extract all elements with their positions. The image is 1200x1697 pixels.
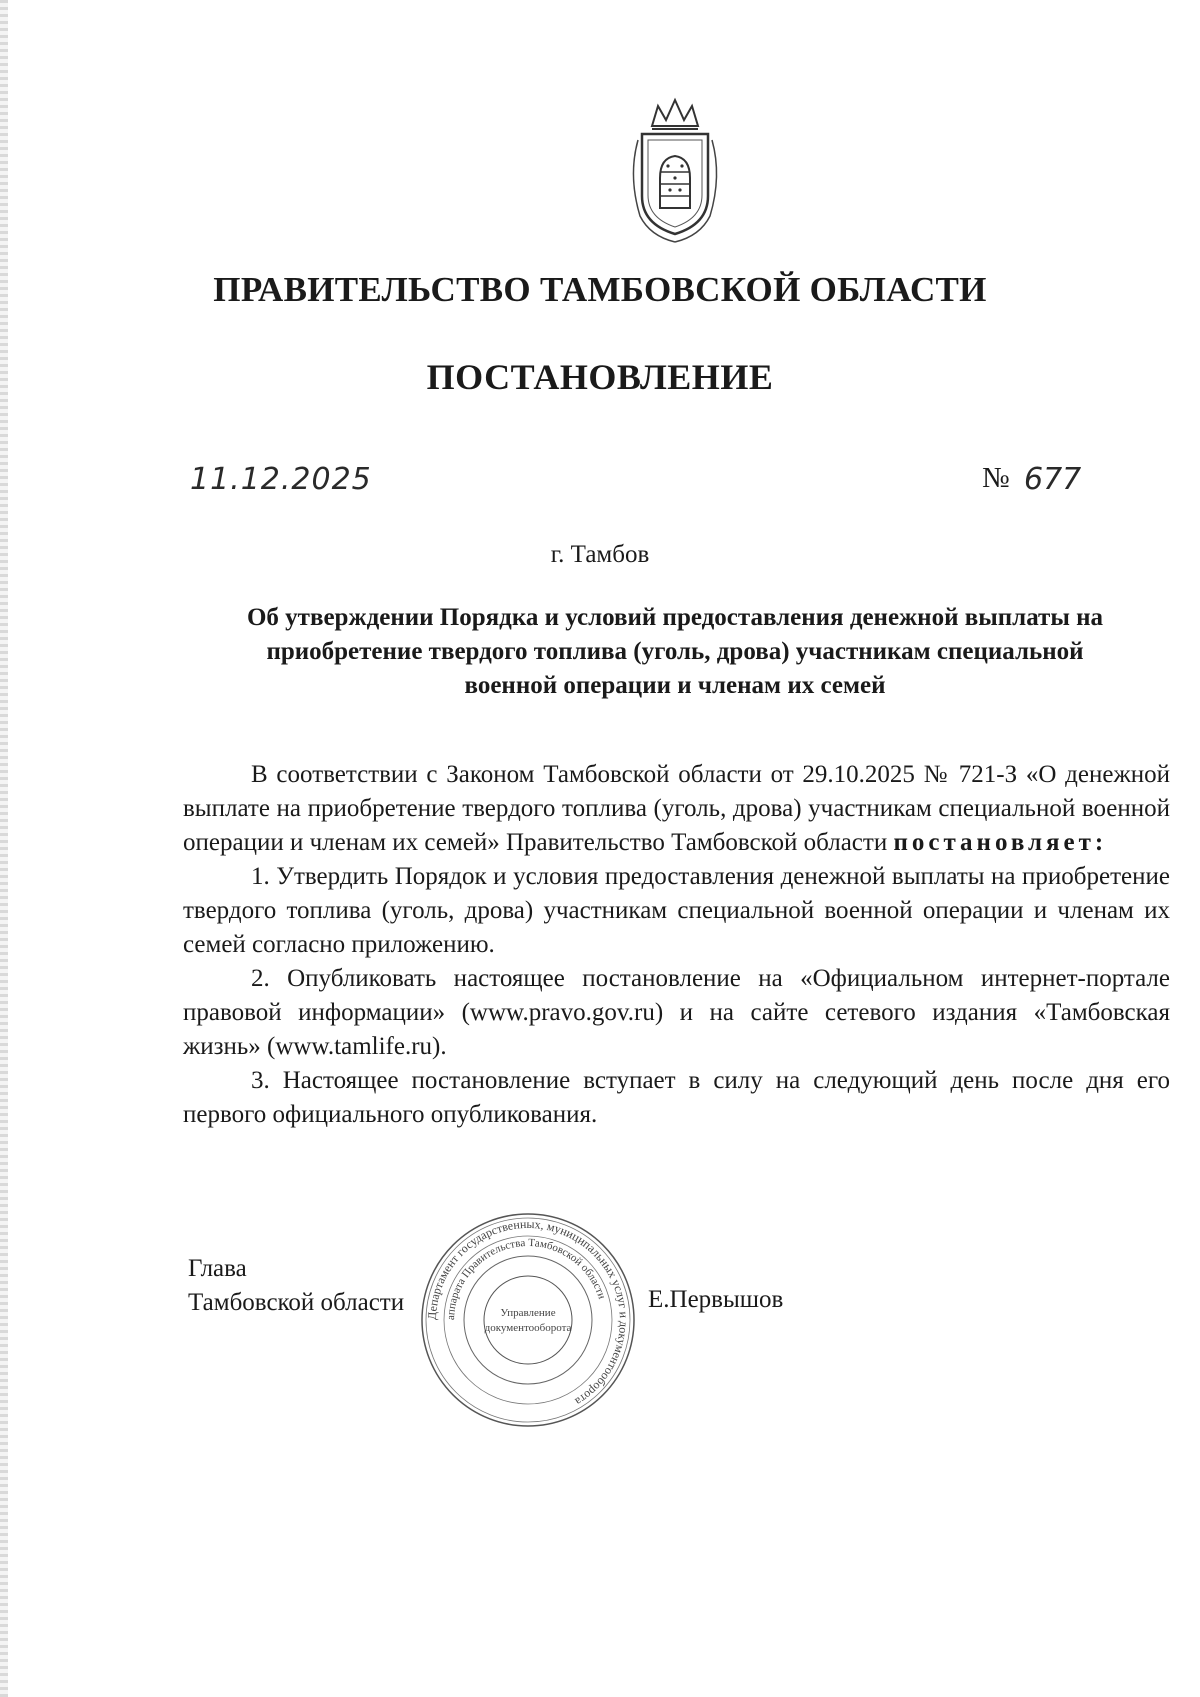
number-label: №: [982, 462, 1010, 494]
stamp-center-line: документооборота: [484, 1322, 572, 1334]
official-stamp-icon: [418, 1210, 638, 1430]
decree-word: постановляет:: [893, 829, 1108, 856]
subject-line: приобретение твердого топлива (уголь, дрова) участникам специальной: [266, 638, 1084, 665]
decree-item: 2. Опубликовать настоящее постановление на «Официальном интернет-портале правовой информации» (www.pravo.gov.ru) и на сайте сетевого издания «Тамбовская жизнь» (www.tamlife.ru).: [183, 965, 1170, 1060]
document-date: 11.12.2025: [190, 462, 372, 497]
preamble-paragraph: [183, 758, 1170, 860]
document-subject: [180, 601, 1170, 703]
stamp-outer-text: Департамент государственных, муниципальных услуг и документооборота: [424, 1216, 632, 1409]
subject-line: военной операции и членам их семей: [464, 672, 886, 699]
city: г. Тамбов: [550, 541, 650, 568]
preamble-text: В соответствии с Законом Тамбовской области от 29.10.2025 № 721-З «О денежной выплате на приобретение твердого топлива (уголь, дрова) участникам специальной военной операции и членам их семей» Правительство Тамбовской области: [183, 761, 1170, 856]
tambov-coat-of-arms-icon: [620, 96, 730, 246]
signatory-post: [188, 1252, 404, 1320]
signatory-post-line: Глава: [188, 1255, 247, 1282]
government-title: ПРАВИТЕЛЬСТВО ТАМБОВСКОЙ ОБЛАСТИ: [213, 270, 987, 309]
scan-edge: [0, 0, 8, 1697]
stamp-center-line: Управление: [500, 1307, 556, 1319]
decree-item: 3. Настоящее постановление вступает в силу на следующий день после дня его первого официального опубликования.: [183, 1067, 1170, 1128]
decree-item: 1. Утвердить Порядок и условия предоставления денежной выплаты на приобретение твердого топлива (уголь, дрова) участникам специальной военной операции и членам их семей согласно приложению.: [183, 863, 1170, 958]
signatory-name: Е.Первышов: [648, 1286, 784, 1313]
stamp-ring-text: аппарата Правительства Тамбовской области: [444, 1236, 608, 1321]
signatory-post-line: Тамбовской области: [188, 1289, 405, 1316]
document-type: ПОСТАНОВЛЕНИЕ: [426, 357, 774, 397]
subject-line: Об утверждении Порядка и условий предоставления денежной выплаты на: [246, 604, 1104, 631]
document-body: [183, 758, 1170, 1132]
document-number: 677: [1024, 462, 1082, 497]
